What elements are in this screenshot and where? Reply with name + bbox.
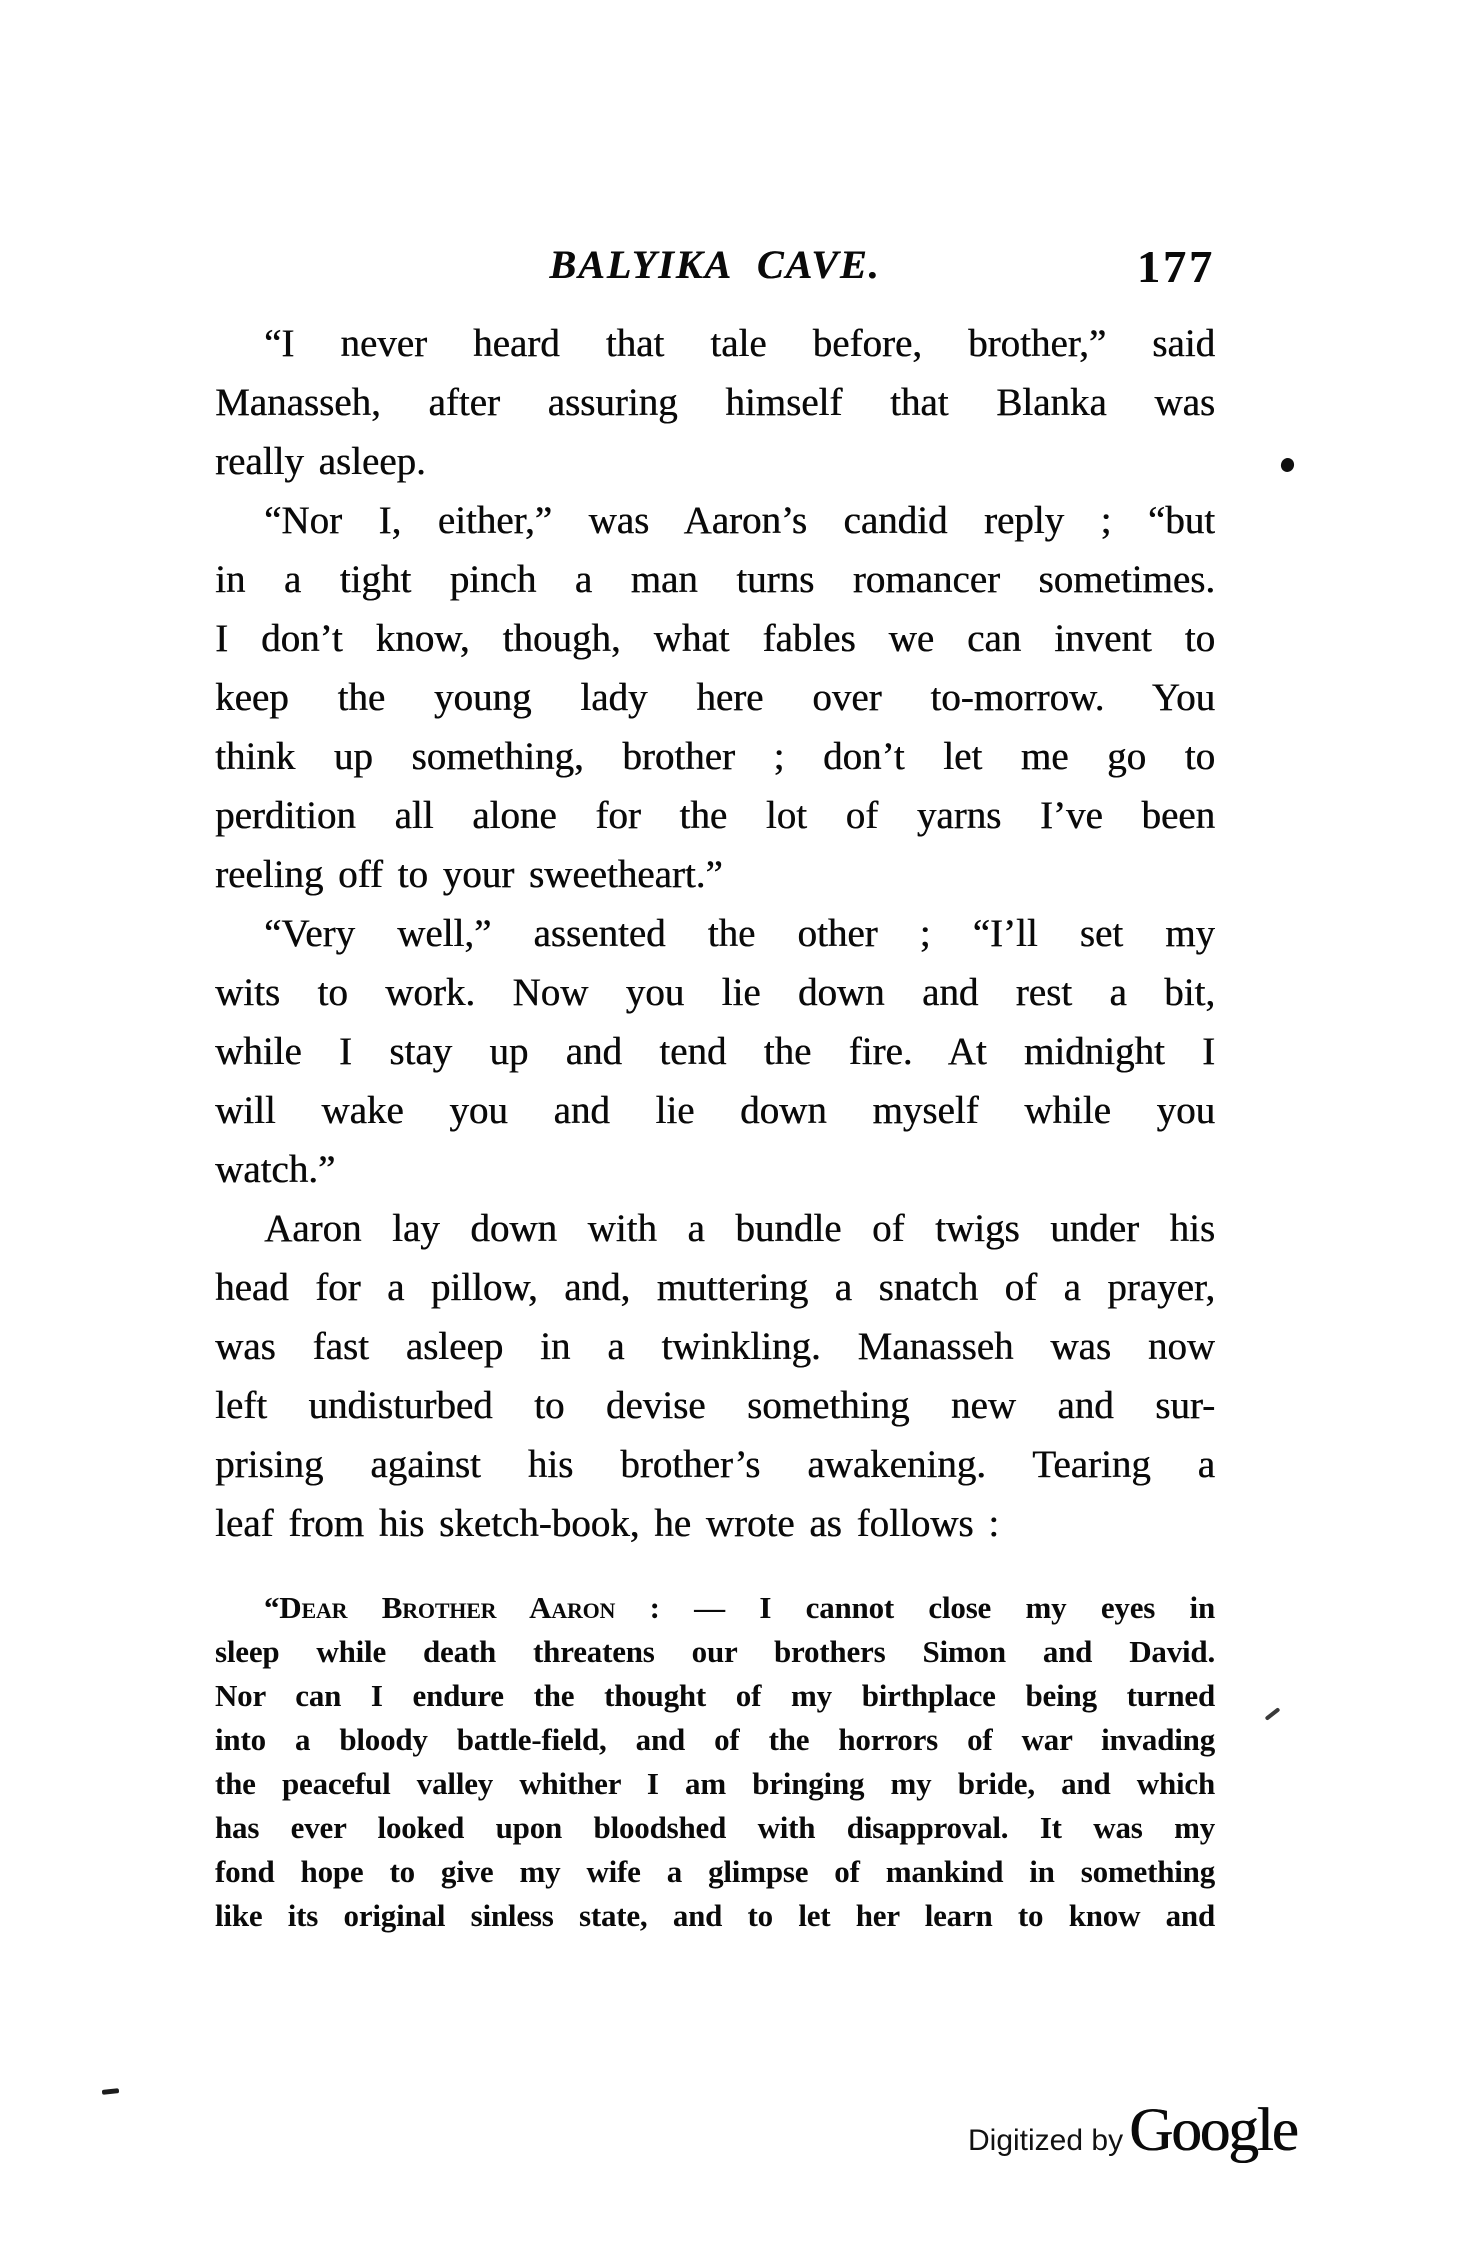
running-head-title: BALYIKA CAVE.	[549, 242, 881, 287]
text-line: leaf from his sketch-book, he wrote as follows :	[215, 1502, 1000, 1545]
text-line: head for a pillow, and, muttering a snatch of a prayer,	[215, 1266, 1215, 1309]
text-line: sleep while death threatens our brothers Simon and David.	[215, 1634, 1215, 1669]
text-line: perdition all alone for the lot of yarns I’ve been	[215, 794, 1215, 837]
text-line: Manasseh, after assuring himself that Blanka was	[215, 381, 1215, 424]
text-line: while I stay up and tend the fire. At midnight I	[215, 1030, 1215, 1073]
text-line: prising against his brother’s awakening. Tearing a	[215, 1443, 1215, 1486]
ink-speck	[1265, 1707, 1281, 1721]
ink-speck	[102, 2088, 119, 2095]
text-line	[215, 1586, 1215, 1630]
digitized-by-label: Digitized by	[968, 2124, 1124, 2157]
body-text	[215, 314, 1215, 1553]
text-line: will wake you and lie down myself while you	[215, 1089, 1215, 1132]
text-line: Aaron lay down with a bundle of twigs under his	[264, 1207, 1215, 1250]
text-line: watch.”	[215, 1148, 336, 1191]
text-line: Nor can I endure the thought of my birthplace being turned	[215, 1678, 1215, 1713]
letter-first-line: I cannot close my eyes in	[759, 1590, 1215, 1625]
text-line: “Very well,” assented the other ; “I’ll set my	[264, 912, 1215, 955]
text-line: think up something, brother ; don’t let me go to	[215, 735, 1215, 778]
text-line: was fast asleep in a twinkling. Manasseh was now	[215, 1325, 1215, 1368]
letter-excerpt	[215, 1586, 1215, 1938]
text-line: reeling off to your sweetheart.”	[215, 853, 723, 896]
google-logo: Google	[1129, 2097, 1297, 2164]
text-line: has ever looked upon bloodshed with disapproval. It was my	[215, 1810, 1215, 1845]
text-line: into a bloody battle-field, and of the horrors of war invading	[215, 1722, 1215, 1757]
page-number: 177	[1137, 241, 1215, 292]
letter-salutation: “Dear Brother Aaron : —	[264, 1590, 760, 1625]
text-line: in a tight pinch a man turns romancer sometimes.	[215, 558, 1215, 601]
text-line: left undisturbed to devise something new and sur-	[215, 1384, 1215, 1427]
text-line: wits to work. Now you lie down and rest a bit,	[215, 971, 1215, 1014]
text-line: “Nor I, either,” was Aaron’s candid reply ; “but	[264, 499, 1215, 542]
ink-speck	[1279, 456, 1296, 474]
digitization-credit	[968, 2098, 1297, 2164]
text-line: fond hope to give my wife a glimpse of mankind in something	[215, 1854, 1215, 1889]
text-line: keep the young lady here over to-morrow. You	[215, 676, 1215, 719]
text-line: like its original sinless state, and to let her learn to know and	[215, 1898, 1215, 1933]
text-line: I don’t know, though, what fables we can invent to	[215, 617, 1215, 660]
text-line: the peaceful valley whither I am bringing my bride, and which	[215, 1766, 1215, 1801]
text-line: “I never heard that tale before, brother,” said	[264, 322, 1215, 365]
text-line: really asleep.	[215, 440, 426, 483]
